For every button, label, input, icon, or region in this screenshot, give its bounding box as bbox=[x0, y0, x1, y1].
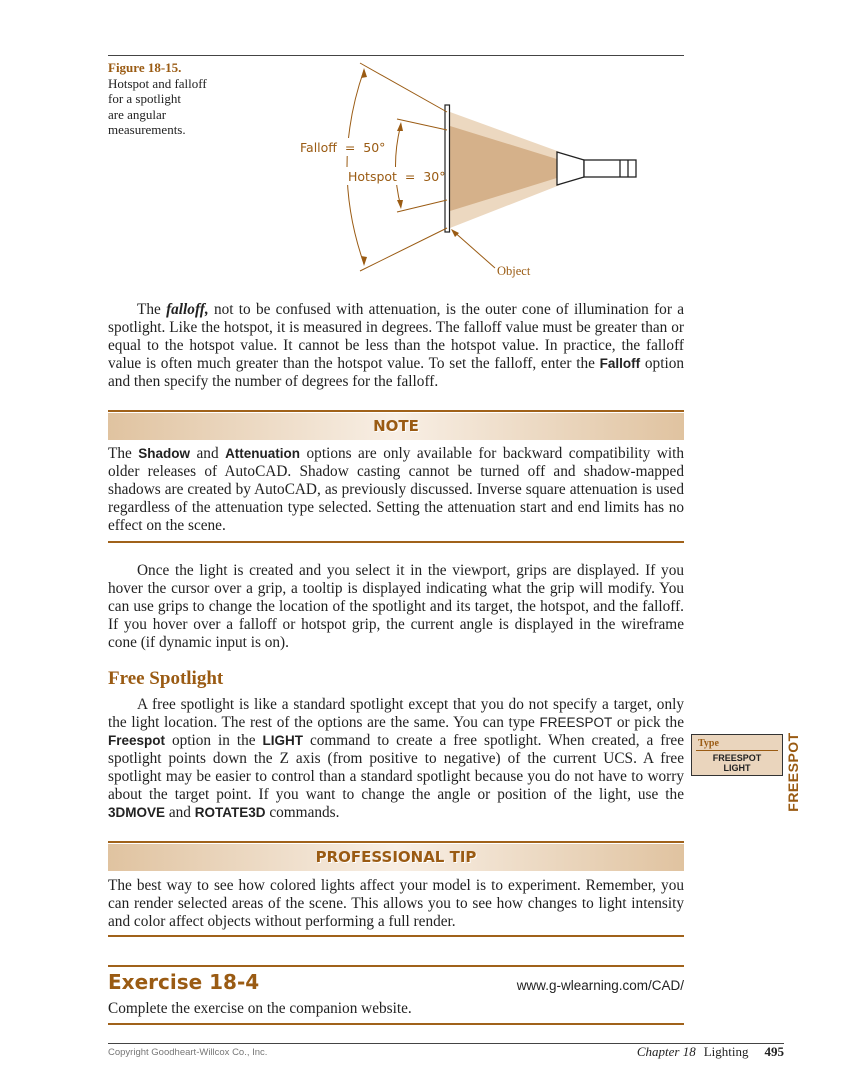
emphasis-text: Falloff bbox=[599, 356, 641, 371]
body-text: commands. bbox=[265, 804, 340, 821]
body-text: command to create a free spotlight. When created, a free spotlight points down the Z axis (from positive to negative) of the current UCS. A free spotlight may be easier to control than a standard spotlight because you do not have to worry about the target point. If you want to change the angle or position of the light, use the bbox=[108, 732, 684, 803]
body-text: and bbox=[190, 445, 226, 462]
type-divider bbox=[696, 750, 778, 751]
copyright: Copyright Goodheart-Willcox Co., Inc. bbox=[108, 1047, 268, 1058]
note-header: NOTE bbox=[108, 413, 684, 440]
running-footer bbox=[560, 1044, 784, 1060]
object-label: Object bbox=[497, 264, 531, 278]
body-text: option and then specify the number of degrees for the falloff. bbox=[108, 355, 684, 390]
object-plane bbox=[445, 105, 450, 232]
emphasis-text: falloff, bbox=[166, 301, 209, 318]
body-text: The bbox=[108, 445, 139, 462]
emphasis-text: ROTATE3D bbox=[194, 805, 266, 820]
emphasis-text: LIGHT bbox=[262, 733, 304, 748]
tip-top-rule bbox=[108, 841, 684, 843]
body-text: A free spotlight is like a standard spotlight except that you do not specify a target, only the light location. The rest of the options are the same. You can type bbox=[108, 696, 684, 731]
figure-caption-text: Hotspot and falloff for a spotlight are angular measurements. bbox=[108, 75, 207, 137]
exercise-title: Exercise 18-4 bbox=[108, 970, 260, 994]
hotspot-label: Hotspot = 30° bbox=[348, 169, 446, 184]
emphasis-text: 3DMOVE bbox=[108, 805, 166, 820]
body-text: option in the bbox=[165, 732, 263, 749]
exercise-bottom-rule bbox=[108, 1023, 684, 1025]
exercise-url[interactable]: www.g-wlearning.com/CAD/ bbox=[516, 978, 684, 993]
body-text: options are only available for backward compatibility with older releases of AutoCAD. Shadow casting cannot be turned off and shadow-mapped shadows are created by AutoCAD, as previously discussed. Inverse square attenuation is used regardless of the attenuation type selected. Setting the attenuation start and end limits has no effect on the scene. bbox=[108, 445, 684, 534]
tip-header: PROFESSIONAL TIP bbox=[108, 844, 684, 871]
body-text: The best way to see how colored lights affect your model is to experiment. Remember, you can render selected areas of the scene. This allows you to see how changes to light intensity and color affect objects without performing a full render. bbox=[108, 877, 684, 930]
note-top-rule bbox=[108, 410, 684, 412]
spotlight-icon bbox=[557, 152, 636, 185]
command-type-box bbox=[691, 734, 783, 776]
tip-bottom-rule bbox=[108, 935, 684, 937]
emphasis-text: Freespot bbox=[108, 733, 166, 748]
body-text: Once the light is created and you select it in the viewport, grips are displayed. If you hover the cursor over a grip, a tooltip is displayed indicating what the grip will modify. You can use grips to change the location of the spotlight and its target, the hotspot, and the falloff. If you hover over a falloff or hotspot grip, the current angle is displayed in the wireframe cone (if dynamic input is on). bbox=[108, 562, 684, 651]
footer-section: Lighting bbox=[703, 1044, 749, 1059]
tip-paragraph bbox=[108, 877, 684, 931]
type-label: Type bbox=[698, 738, 719, 749]
section-heading: Free Spotlight bbox=[108, 668, 224, 689]
falloff-paragraph bbox=[108, 301, 684, 391]
free-spotlight-paragraph bbox=[108, 696, 684, 822]
note-bottom-rule bbox=[108, 541, 684, 543]
spotlight-diagram bbox=[0, 0, 849, 290]
note-paragraph bbox=[108, 445, 684, 535]
exercise-top-rule bbox=[108, 965, 684, 967]
body-text: and bbox=[165, 804, 195, 821]
figure-number: Figure 18-15. bbox=[108, 60, 182, 75]
vertical-command-label: FREESPOT bbox=[785, 732, 801, 812]
footer-chapter: Chapter 18 bbox=[636, 1044, 696, 1059]
type-value-line1: FREESPOT bbox=[712, 753, 762, 763]
body-text: not to be confused with attenuation, is the outer cone of illumination for a spotlight. Like the hotspot, it is measured in degrees. The falloff value must be greater than or equal to the hotspot value. It cannot be less than the hotspot value. In practice, the falloff value is often much greater than the hotspot value. To set the falloff, enter the bbox=[108, 301, 684, 372]
falloff-label: Falloff = 50° bbox=[300, 140, 386, 155]
emphasis-text: FREESPOT bbox=[539, 715, 613, 730]
body-text: The bbox=[137, 301, 167, 318]
body-text: Complete the exercise on the companion website. bbox=[108, 1000, 412, 1017]
emphasis-text: Attenuation bbox=[225, 446, 301, 461]
emphasis-text: Shadow bbox=[138, 446, 191, 461]
grips-paragraph bbox=[108, 562, 684, 652]
page-number: 495 bbox=[764, 1044, 784, 1059]
type-value-line2: LIGHT bbox=[723, 763, 751, 773]
exercise-paragraph bbox=[108, 1000, 684, 1018]
body-text: or pick the bbox=[612, 714, 684, 731]
